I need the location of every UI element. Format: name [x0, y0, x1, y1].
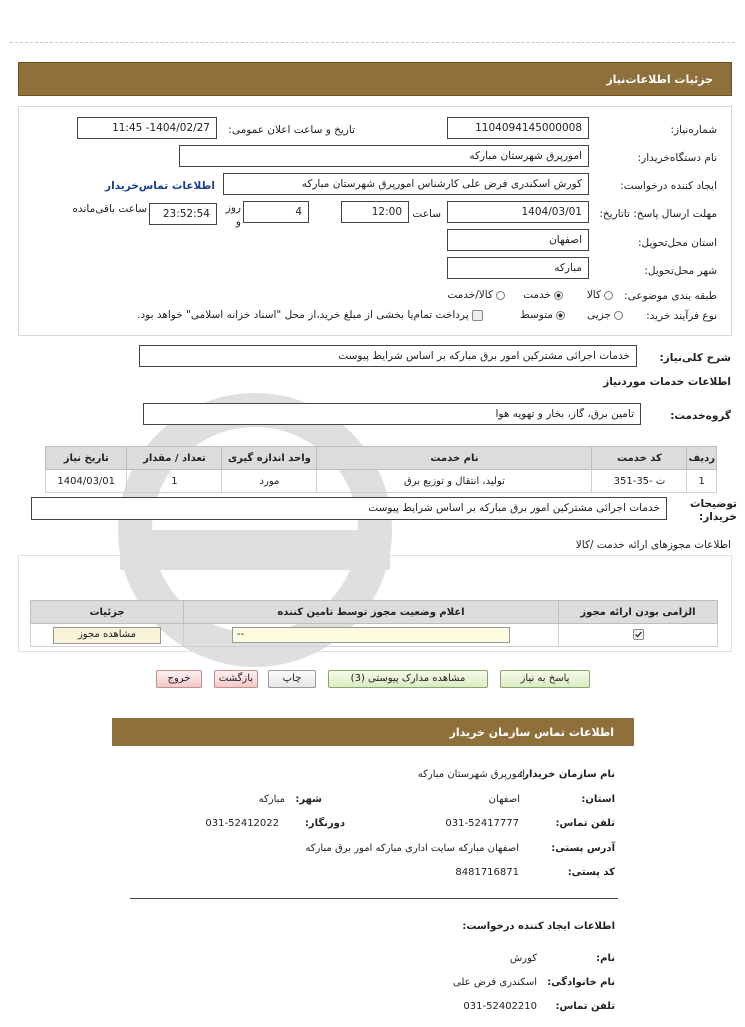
city-field: مبارکه [447, 257, 589, 279]
services-table [45, 446, 717, 493]
creator-label: ایجاد کننده درخواست: [620, 180, 717, 192]
radio-minor[interactable] [614, 311, 623, 320]
col-name: نام خدمت [317, 447, 592, 470]
print-button[interactable]: چاپ [268, 670, 316, 688]
contact-address-label: آدرس پستی: [551, 843, 615, 854]
permit-status-field: -- [232, 627, 510, 643]
details-header [18, 62, 732, 96]
process-option-medium[interactable]: متوسط [520, 309, 565, 321]
service-group-field: تامین برق، گاز، بخار و تهویه هوا [143, 403, 641, 425]
col-permit-status: اعلام وضعیت مجوز توسط تامین کننده [184, 601, 559, 624]
deadline-label: مهلت ارسال پاسخ: تاتاریخ: [599, 208, 717, 220]
contact-fax-label: دورنگار: [304, 818, 345, 829]
contact-city: مبارکه [258, 794, 285, 805]
treasury-payment-option[interactable]: پرداخت تمام‌یا بخشی از مبلغ خرید،از محل "اسناد خزانه اسلامی" خواهد بود. [137, 309, 483, 321]
contact-province-label: استان: [581, 794, 615, 805]
contact-org: امورپرق شهرستان مبارکه [417, 769, 525, 780]
buyer-notes-field: خدمات اجرائی مشترکین امور برق مبارکه بر اساس شرایط پیوست [31, 497, 667, 520]
cell-row: 1 [687, 470, 717, 493]
deadline-time-label: ساعت [412, 208, 441, 220]
process-label: نوع فرآیند خرید: [646, 310, 717, 322]
buyer-org-label: نام دستگاه‌خریدار: [637, 152, 717, 164]
contact-province: اصفهان [488, 794, 520, 805]
exit-button[interactable]: خروج [156, 670, 202, 688]
col-qty: تعداد / مقدار [127, 447, 222, 470]
remaining-time-field: 23:52:54 [149, 203, 217, 225]
category-option-both[interactable]: کالا/خدمت [447, 289, 505, 301]
check-icon [634, 630, 643, 639]
category-option-goods[interactable]: کالا [587, 289, 613, 301]
col-unit: واحد اندازه گیری [222, 447, 317, 470]
announce-field: 1404/02/27- 11:45 [77, 117, 217, 139]
cell-code: ت -35-351 [592, 470, 687, 493]
contact-fax: 031-52412022 [205, 818, 279, 829]
remaining-label: ساعت باقی‌مانده [72, 203, 147, 215]
days-label: روز [225, 202, 241, 214]
permits-table-header [31, 601, 718, 624]
buyer-contact-link[interactable]: اطلاعات تماس‌خریدار [105, 180, 215, 192]
need-details-panel [18, 106, 732, 336]
contact-address: اصفهان مبارکه سایت اداری مبارکه امور برق مبارکه [305, 843, 519, 854]
permits-table [30, 600, 718, 647]
top-divider [10, 42, 735, 43]
cell-permit-required [559, 624, 718, 647]
contact-divider [130, 898, 618, 899]
radio-service[interactable] [554, 291, 563, 300]
contact-phone: 031-52417777 [445, 818, 519, 829]
creator-name: کورش [510, 953, 537, 964]
contact-title: اطلاعات تماس سازمان خریدار [449, 726, 614, 739]
col-row: ردیف [687, 447, 717, 470]
buyer-org-field: امورپرق شهرستان مبارکه [179, 145, 589, 167]
back-button[interactable]: بازگشت [214, 670, 258, 688]
contact-org-label: نام سازمان خریدار: [519, 769, 615, 780]
attachments-button[interactable]: مشاهده مدارک پیوستی (3) [328, 670, 488, 688]
process-option-minor[interactable]: جزیی [587, 309, 623, 321]
deadline-time-field: 12:00 [341, 201, 409, 223]
and-label: و [235, 216, 241, 228]
cell-name: تولید، انتقال و توزیع برق [317, 470, 592, 493]
permit-required-checkbox [633, 629, 644, 640]
col-date: تاریخ نیاز [46, 447, 127, 470]
days-field: 4 [243, 201, 309, 223]
contact-phone-label: تلفن تماس: [555, 818, 615, 829]
city-label: شهر محل‌تحویل: [644, 265, 717, 277]
contact-header [112, 718, 634, 746]
header-title: جزئیات اطلاعات‌نیاز [606, 73, 713, 86]
contact-city-label: شهر: [295, 794, 322, 805]
announce-label: تاریخ و ساعت اعلان عمومی: [228, 124, 355, 136]
creator-family: اسکندری فرض علی [453, 977, 537, 988]
col-permit-details: جزئیات [31, 601, 184, 624]
reply-button[interactable]: پاسخ به نیاز [500, 670, 590, 688]
cell-qty: 1 [127, 470, 222, 493]
service-group-label: گروه‌خدمت: [670, 410, 731, 422]
buyer-notes-label: توضیحات خریدار: [689, 498, 737, 523]
summary-field: خدمات اجرائی مشترکین امور برق مبارکه بر اساس شرایط پیوست [139, 345, 637, 367]
cell-permit-status [184, 624, 559, 647]
radio-goods[interactable] [604, 291, 613, 300]
cell-unit: مورد [222, 470, 317, 493]
contact-postal: 8481716871 [455, 867, 519, 878]
category-option-service[interactable]: خدمت [523, 289, 563, 301]
cell-permit-details [31, 624, 184, 647]
services-table-header [46, 447, 717, 470]
col-permit-required: الزامی بودن ارائه مجوز [559, 601, 718, 624]
cell-date: 1404/03/01 [46, 470, 127, 493]
creator-phone: 031-52402210 [463, 1001, 537, 1012]
radio-goods-service[interactable] [496, 291, 505, 300]
creator-phone-label: تلفن تماس: [555, 1001, 615, 1012]
deadline-date-field: 1404/03/01 [447, 201, 589, 223]
permits-heading: اطلاعات مجوزهای ارائه خدمت /کالا [575, 539, 731, 551]
province-label: استان محل‌تحویل: [637, 237, 717, 249]
contact-postal-label: کد پستی: [567, 867, 615, 878]
creator-heading: اطلاعات ایجاد کننده درخواست: [462, 921, 615, 932]
creator-field: کورش اسکندری فرض علی کارشناس امورپرق شهرستان مبارکه [223, 173, 589, 195]
need-number-field: 1104094145000008 [447, 117, 589, 139]
table-row [46, 470, 717, 493]
services-heading: اطلاعات خدمات موردنیاز [603, 376, 731, 388]
creator-family-label: نام خانوادگی: [547, 977, 615, 988]
category-label: طبقه بندی موضوعی: [624, 290, 717, 302]
radio-medium[interactable] [556, 311, 565, 320]
table-row [31, 624, 718, 647]
treasury-checkbox[interactable] [472, 310, 483, 321]
col-code: کد خدمت [592, 447, 687, 470]
summary-label: شرح کلی‌نیاز: [659, 352, 731, 364]
view-permit-button[interactable]: مشاهده مجوز [53, 627, 161, 644]
province-field: اصفهان [447, 229, 589, 251]
creator-name-label: نام: [596, 953, 615, 964]
need-number-label: شماره‌نیاز: [670, 124, 717, 136]
